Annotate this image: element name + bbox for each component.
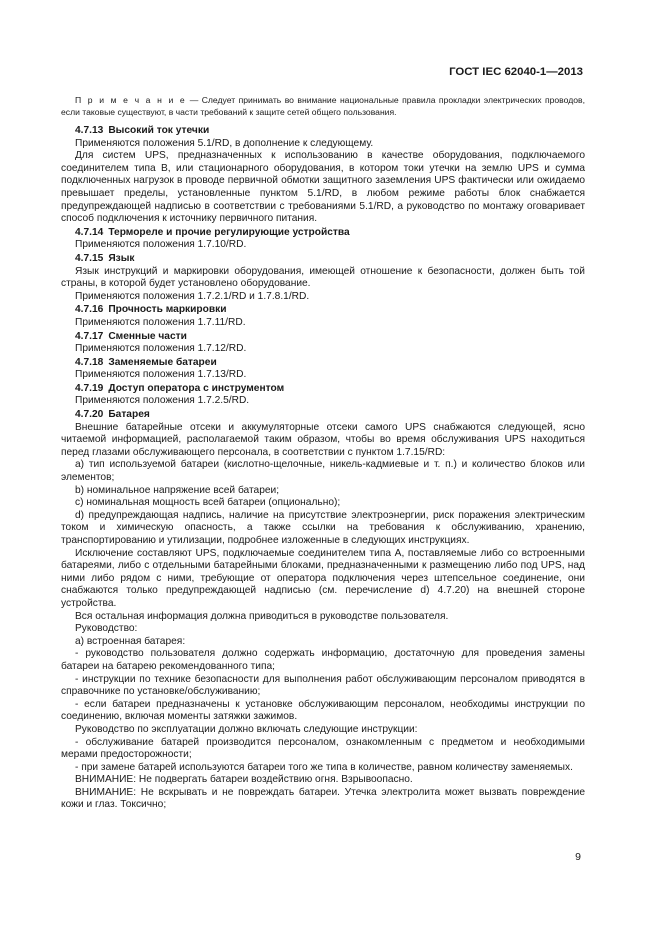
section-heading-4-7-19 [61, 383, 585, 396]
list-item-d: d) предупреждающая надпись, наличие на присутствие электроэнергии, риск поражения электрическим током и химическую опасность, а также ссылки на требования к обслуживанию, хранению, транспортированию и утилизации, подробнее изложенные в следующих инструкциях. [61, 509, 585, 546]
section-title: Высокий ток утечки [108, 125, 210, 136]
warning-text: ВНИМАНИЕ: Не подвергать батареи воздействию огня. Взрывоопасно. [75, 774, 413, 786]
section-heading-4-7-16 [61, 304, 585, 317]
paragraph: Применяются положения 1.7.2.1/RD и 1.7.8.1/RD. [75, 290, 310, 302]
warning-text: ВНИМАНИЕ: Не вскрывать и не повреждать батареи. Утечка электролита может вызвать повреждение кожи и глаз. Токсично; [61, 786, 585, 811]
dash-item: - руководство пользователя должно содержать информацию, достаточную для проведения замены батареи на батарею рекомендованного типа; [61, 648, 585, 672]
section-number: 4.7.15 [75, 252, 104, 264]
section-title: Доступ оператора с инструментом [108, 382, 285, 394]
paragraph: Руководство по эксплуатации должно включать следующие инструкции: [75, 723, 418, 735]
section-title: Язык [108, 252, 135, 264]
paragraph: Применяются положения 1.7.12/RD. [75, 343, 247, 355]
paragraph: Вся остальная информация должна приводиться в руководстве пользователя. [75, 610, 449, 622]
list-item-builtin: a) встроенная батарея: [75, 635, 186, 647]
page-number: 9 [575, 851, 581, 863]
section-number: 4.7.19 [75, 382, 104, 394]
section-heading-4-7-17 [61, 331, 585, 344]
dash-item: - при замене батарей используются батареи того же типа в количестве, равном количеству заменяемых. [75, 761, 573, 773]
section-title: Прочность маркировки [108, 304, 227, 316]
section-title: Заменяемые батареи [108, 356, 217, 368]
section-number: 4.7.17 [75, 330, 104, 342]
section-title: Термореле и прочие регулирующие устройства [108, 226, 350, 238]
section-number: 4.7.13 [75, 125, 104, 136]
document-code-header: ГОСТ IEC 62040-1—2013 [449, 66, 583, 78]
section-title: Батарея [108, 409, 150, 421]
dash-item: - инструкции по технике безопасности для выполнения работ обслуживающим персоналом приводятся в справочнике по установке/обслуживанию; [61, 673, 585, 698]
note-paragraph [61, 94, 585, 118]
paragraph: Применяются положения 1.7.2.5/RD. [75, 395, 250, 407]
section-heading-4-7-18 [61, 357, 585, 370]
paragraph: Руководство: [75, 623, 138, 635]
note-text: — Следует принимать во внимание национальные правила прокладки электрических проводов, если таковые существуют, в части требований к защите сетей общего пользования. [61, 95, 585, 117]
page-body [61, 94, 585, 812]
paragraph: Применяются положения 1.7.13/RD. [75, 369, 247, 381]
paragraph: Применяются положения 1.7.11/RD. [75, 316, 246, 328]
section-number: 4.7.14 [75, 226, 104, 238]
paragraph: Для систем UPS, предназначенных к использованию в качестве оборудования, подключаемого соединителем типа B, или стационарного оборудования, в котором токи утечки на землю UPS и сумма подключенных нагрузок в проводе первичной обмотки защитного заземления UPS фактически или ожидаемо превышает пределы, установленные пунктом 5.1/RD, в любом режиме работы блок снабжается предупреждающей надписью в соответствии с требованиями 5.1/RD, а руководство по монтажу оговаривает способ подключения к источнику первичного питания. [61, 150, 585, 225]
list-item-b: b) номинальное напряжение всей батареи; [75, 484, 280, 496]
paragraph: Применяются положения 5.1/RD, в дополнение к следующему. [75, 137, 374, 149]
section-heading-4-7-20 [61, 409, 585, 422]
section-heading-4-7-13 [61, 125, 585, 138]
section-number: 4.7.16 [75, 304, 104, 316]
paragraph: Применяются положения 1.7.10/RD. [75, 239, 247, 251]
section-heading-4-7-14 [61, 227, 585, 240]
list-item-a: a) тип используемой батареи (кислотно-щелочные, никель-кадмиевые и т. п.) и количество блоков или элементов; [61, 459, 585, 484]
section-title: Сменные части [108, 330, 187, 342]
section-number: 4.7.18 [75, 356, 104, 368]
paragraph: Исключение составляют UPS, подключаемые соединителем типа A, поставляемые либо со встроенными батареями, либо с отдельными батарейными блоками, предназначенными к размещению либо под UPS, над ними либо рядом с ними, требующие от оператора подключения через штепсельное соединение, они снабжаются только предупреждающей надписью (см. перечисление d) 4.7.20) на внешней стороне устройства. [61, 547, 585, 609]
section-heading-4-7-15 [61, 253, 585, 266]
list-item-c: c) номинальная мощность всей батареи (опционально); [75, 497, 341, 509]
paragraph: Язык инструкций и маркировки оборудования, имеющей отношение к безопасности, должен быть той страны, в которой будет установлено оборудование. [61, 265, 585, 290]
dash-item: - если батареи предназначены к установке обслуживающим персоналом, необходимы инструкции по соединению, включая моменты затяжки зажимов. [61, 698, 585, 723]
dash-item: - обслуживание батарей производится персоналом, ознакомленным с предметом и необходимыми мерами предосторожности; [61, 736, 585, 761]
paragraph: Внешние батарейные отсеки и аккумуляторные отсеки самого UPS снабжаются следующей, ясно читаемой информацией, располагаемой таким образом, чтобы во время обслуживания UPS находиться перед глазами обслуживающего персонала, в соответствии с пунктом 1.7.15/RD: [61, 421, 585, 458]
note-label: П р и м е ч а н и е [75, 95, 187, 105]
section-number: 4.7.20 [75, 409, 104, 421]
